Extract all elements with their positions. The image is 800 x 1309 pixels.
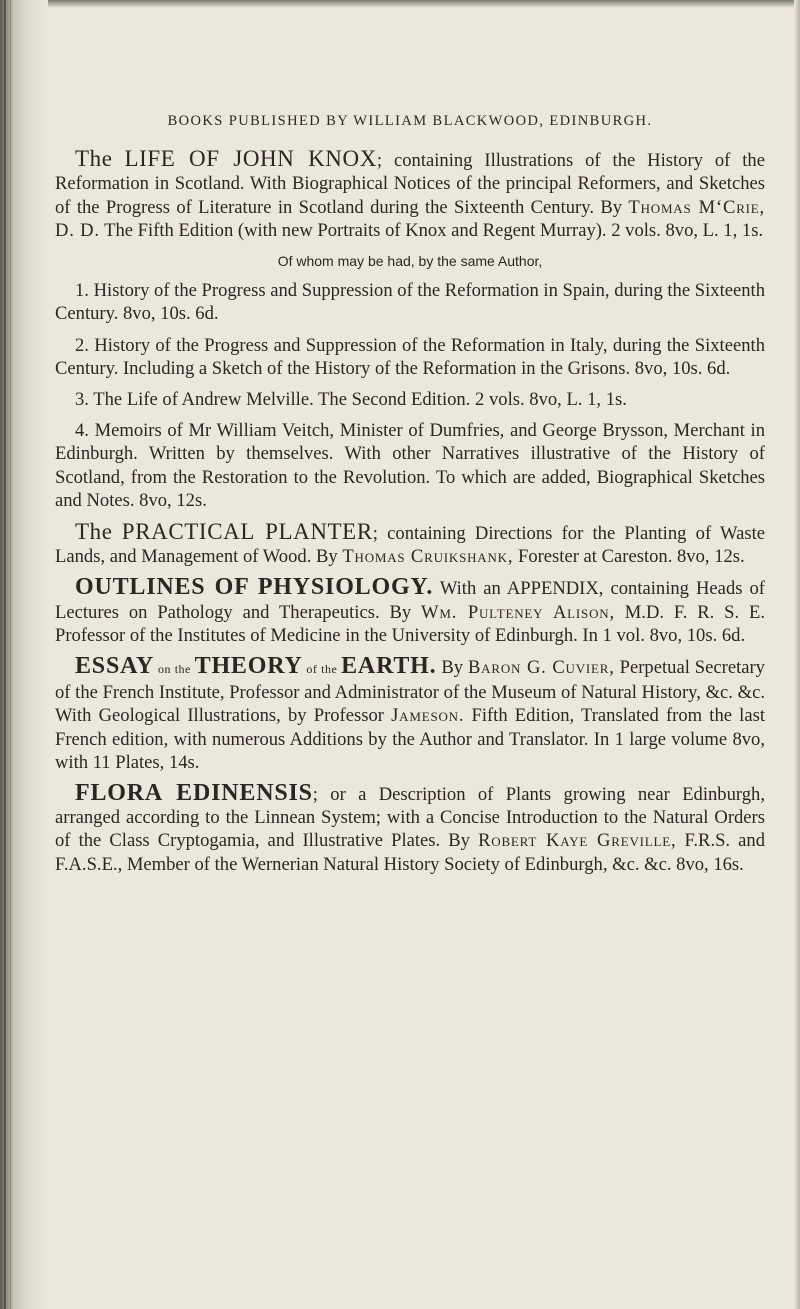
page-right-edge bbox=[794, 0, 800, 1309]
entry-title: PRACTICAL PLANTER bbox=[121, 519, 373, 545]
entry-description: ; containing Illustrations of the History of the Reformation in Scotland. With Biographical Notices of the principal Reformers, and Sketches of the Progress of Literature in Scotland during the Sixteenth Century. By bbox=[55, 150, 765, 218]
entry-description: With an APPENDIX, containing Heads of Lectures on Pathology and Therapeutics. By bbox=[55, 578, 765, 623]
entry-details: The Fifth Edition (with new Portraits of Knox and Regent Murray). 2 vols. 8vo, L. 1, 1s. bbox=[99, 219, 764, 241]
entry-author: Thomas M‘Crie, D. D. bbox=[55, 196, 765, 241]
entry-title-article: The bbox=[75, 146, 113, 172]
entry-author: Robert Kaye Greville, bbox=[478, 830, 677, 852]
work-item: 1. History of the Progress and Suppression of the Reformation in Spain, during the Sixteenth Century. 8vo, 10s. 6d. bbox=[55, 280, 765, 325]
entry-outlines-of-physiology bbox=[55, 576, 765, 647]
entry-essay-theory-of-earth bbox=[55, 655, 765, 774]
running-head: BOOKS PUBLISHED BY WILLIAM BLACKWOOD, EDINBURGH. bbox=[167, 113, 653, 129]
entry-practical-planter bbox=[55, 520, 765, 568]
book-binding bbox=[0, 0, 48, 1309]
entry-title: FLORA EDINENSIS bbox=[75, 780, 313, 807]
entry-title-essay: ESSAY bbox=[75, 653, 155, 680]
entry-details: M.D. F. R. S. E. Professor of the Institutes of Medicine in the University of Edinburgh. In 1 vol. 8vo, 10s. 6d. bbox=[55, 601, 765, 646]
entry-flora-edinensis bbox=[55, 782, 765, 876]
work-item: 4. Memoirs of Mr William Veitch, Minister of Dumfries, and George Brysson, Merchant in Edinburgh. Written by themselves. With other Narratives illustrative of the History of Scotland, from the Restoration to the Revolution. To which are added, Biographical Sketches and Notes. 8vo, 12s. bbox=[55, 420, 765, 511]
entry-title-connector: on the bbox=[154, 662, 195, 677]
entry-by: By bbox=[436, 657, 468, 679]
entry-author: Baron G. Cuvier, bbox=[467, 657, 615, 679]
entry-title-connector: of the bbox=[302, 662, 342, 677]
work-item: 3. The Life of Andrew Melville. The Second Edition. 2 vols. 8vo, L. 1, 1s. bbox=[75, 389, 627, 411]
entry-details: F.R.S. and F.A.S.E., Member of the Wernerian Natural History Society of Edinburgh, &c. &c. 8vo, 16s. bbox=[55, 830, 766, 875]
entry-life-of-john-knox bbox=[55, 147, 765, 242]
book-page bbox=[55, 110, 765, 884]
entry-author: Wm. Pulteney Alison, bbox=[421, 601, 615, 623]
entry-title: LIFE OF JOHN KNOX bbox=[124, 146, 377, 172]
entry-details: Fifth Edition, Translated from the last French edition, with numerous Additions by the Author and Translator. In 1 large volume 8vo, with 11 Plates, 14s. bbox=[55, 705, 765, 773]
entry-translator: Jameson. bbox=[391, 705, 465, 727]
entry-description: ; containing Directions for the Planting of Waste Lands, and Management of Wood. By bbox=[55, 523, 765, 568]
entry-details: Forester at Careston. 8vo, 12s. bbox=[513, 546, 745, 568]
same-author-note: Of whom may be had, by the same Author, bbox=[277, 253, 543, 270]
entry-title-article: The bbox=[75, 519, 113, 545]
work-item: 2. History of the Progress and Suppression of the Reformation in Italy, during the Sixteenth Century. Including a Sketch of the History of the Reformation in the Grisons. 8vo, 10s. 6d. bbox=[55, 334, 765, 379]
entry-description: ; or a Description of Plants growing near Edinburgh, arranged according to the Linnean System; with a Concise Introduction to the Natural Orders of the Class Cryptogamia, and Illustrative Plates. By bbox=[55, 784, 766, 852]
entry-author: Thomas Cruikshank, bbox=[342, 546, 514, 568]
entry-title-earth: EARTH. bbox=[341, 653, 437, 680]
page-top-edge bbox=[0, 0, 800, 8]
entry-title: OUTLINES OF PHYSIOLOGY. bbox=[75, 574, 434, 601]
entry-title-theory: THEORY bbox=[194, 653, 303, 680]
entry-description: Perpetual Secretary of the French Institute, Professor and Administrator of the Museum of Natural History, &c. &c. With Geological Illustrations, by Professor bbox=[55, 657, 765, 727]
